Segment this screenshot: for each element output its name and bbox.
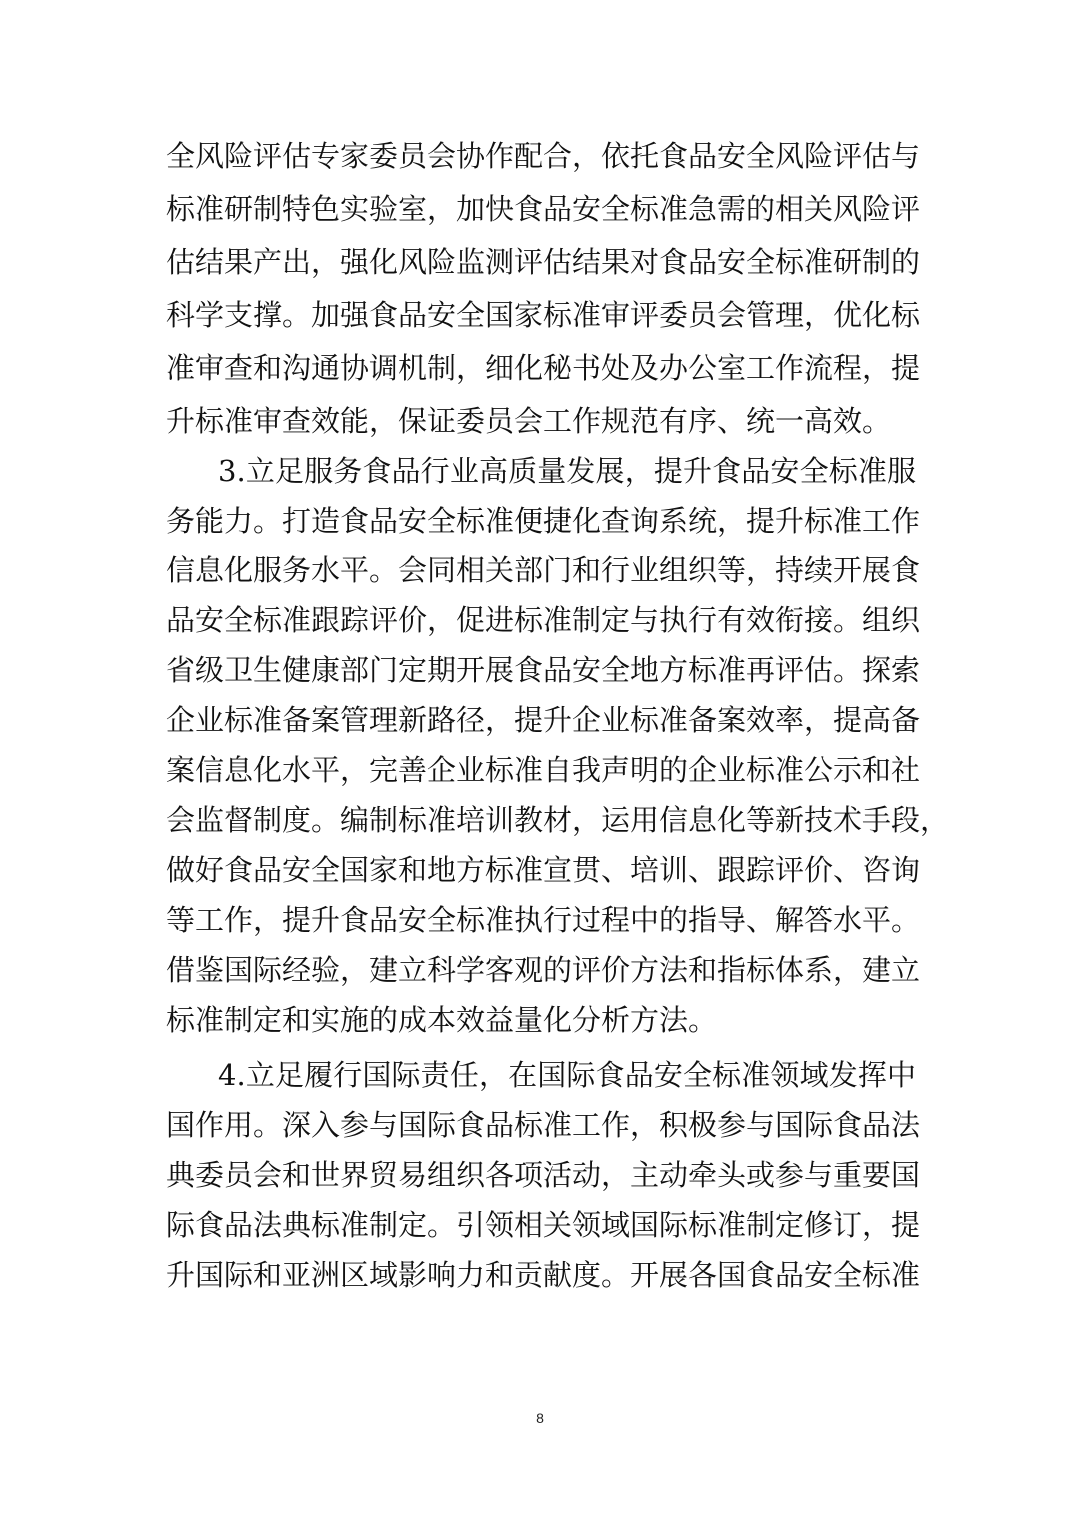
text-line: 科学支撑。加强食品安全国家标准审评委员会管理，优化标 [166, 298, 921, 332]
text-line: 准审查和沟通协调机制，细化秘书处及办公室工作流程，提 [166, 351, 921, 385]
text-line: 做好食品安全国家和地方标准宣贯、培训、跟踪评价、咨询 [166, 853, 921, 887]
text-line: 信息化服务水平。会同相关部门和行业组织等，持续开展食 [166, 553, 921, 587]
text-line: 等工作，提升食品安全标准执行过程中的指导、解答水平。 [166, 903, 921, 937]
text-line: 升标准审查效能，保证委员会工作规范有序、统一高效。 [166, 404, 892, 438]
text-line: 典委员会和世界贸易组织各项活动，主动牵头或参与重要国 [166, 1158, 921, 1192]
text-line: 案信息化水平，完善企业标准自我声明的企业标准公示和社 [166, 753, 921, 787]
text-line: 标准研制特色实验室，加快食品安全标准急需的相关风险评 [166, 192, 921, 226]
paragraph-first-line: 4.立足履行国际责任，在国际食品安全标准领域发挥中 [218, 1058, 916, 1092]
page-number: 8 [536, 1410, 544, 1426]
text-line: 务能力。打造食品安全标准便捷化查询系统，提升标准工作 [166, 504, 921, 538]
text-line: 借鉴国际经验，建立科学客观的评价方法和指标体系，建立 [166, 953, 921, 987]
paragraph-first-line: 3.立足服务食品行业高质量发展，提升食品安全标准服 [218, 454, 916, 488]
text-line: 标准制定和实施的成本效益量化分析方法。 [166, 1003, 718, 1037]
text-line: 省级卫生健康部门定期开展食品安全地方标准再评估。探索 [166, 653, 921, 687]
text-line: 全风险评估专家委员会协作配合，依托食品安全风险评估与 [166, 139, 921, 173]
text-line: 估结果产出，强化风险监测评估结果对食品安全标准研制的 [166, 245, 921, 279]
text-line: 国作用。深入参与国际食品标准工作，积极参与国际食品法 [166, 1108, 921, 1142]
text-line: 会监督制度。编制标准培训教材，运用信息化等新技术手段， [166, 803, 950, 837]
text-line: 际食品法典标准制定。引领相关领域国际标准制定修订，提 [166, 1208, 921, 1242]
text-line: 升国际和亚洲区域影响力和贡献度。开展各国食品安全标准 [166, 1258, 921, 1292]
text-line: 企业标准备案管理新路径，提升企业标准备案效率，提高备 [166, 703, 921, 737]
text-line: 品安全标准跟踪评价，促进标准制定与执行有效衔接。组织 [166, 603, 921, 637]
